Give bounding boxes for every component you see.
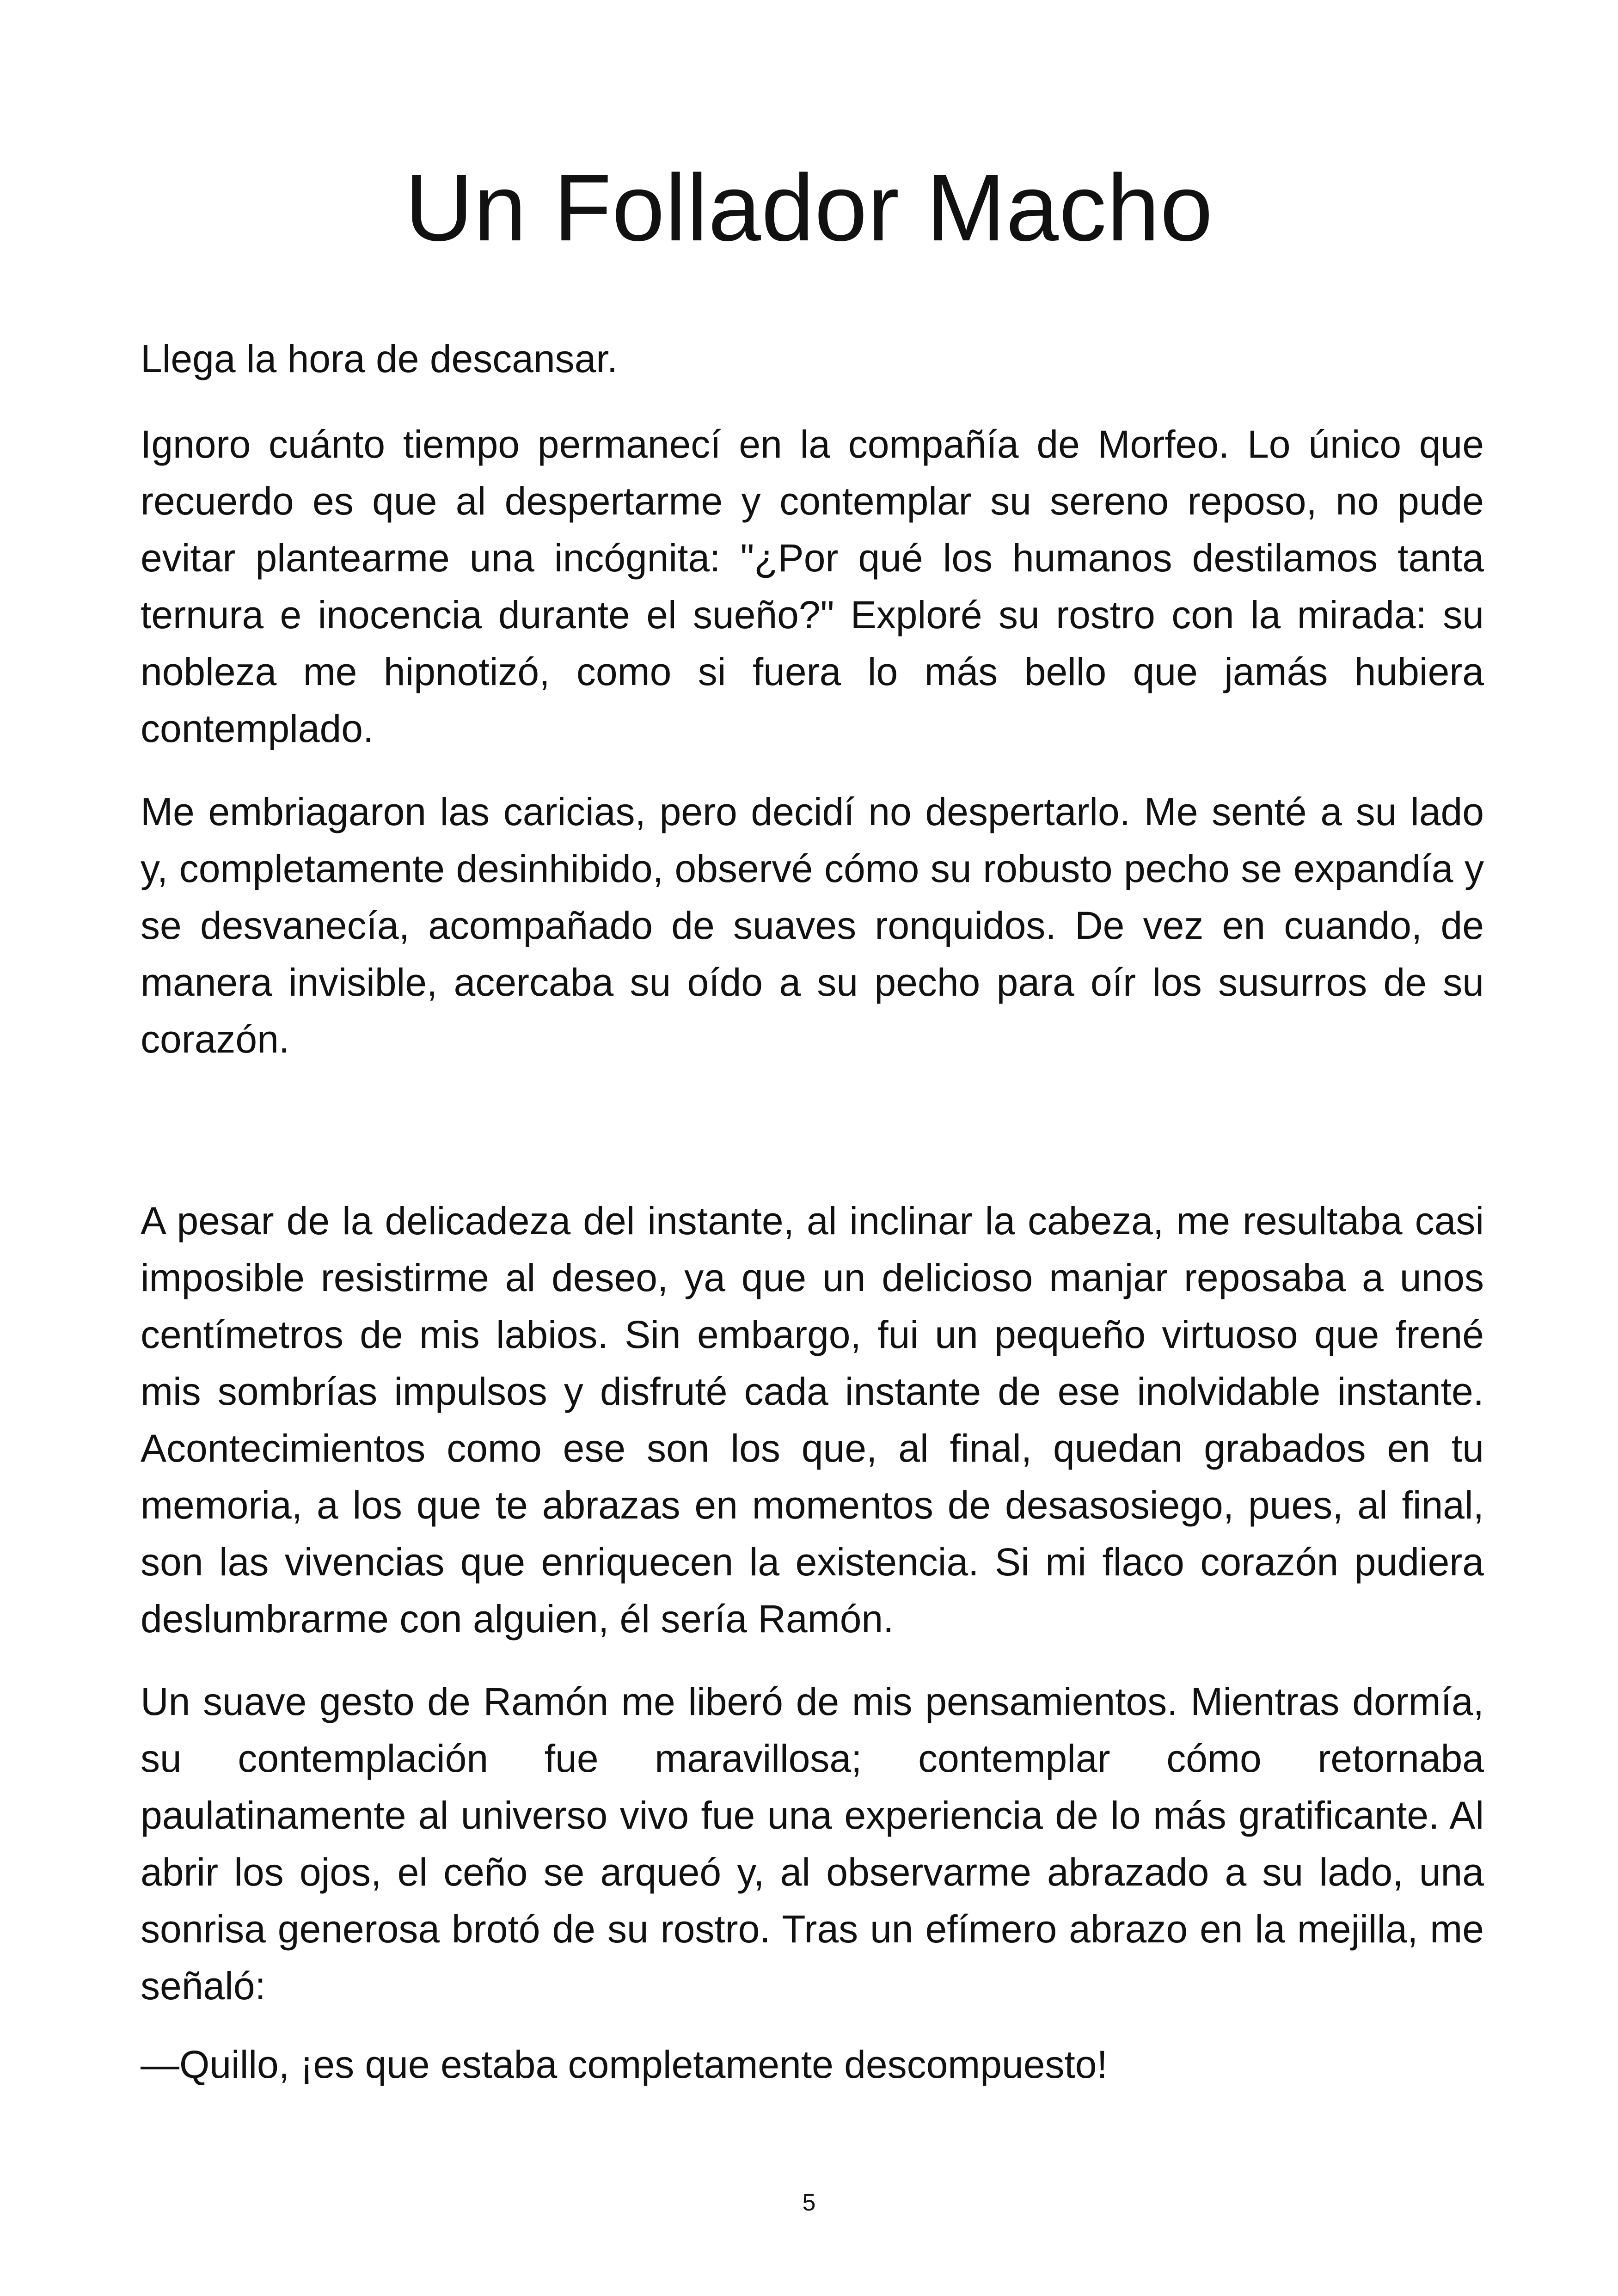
paragraph: Ignoro cuánto tiempo permanecí en la compañía de Morfeo. Lo único que recuerdo es que al despertarme y contemplar su sereno reposo, no pude evitar plantearme una incógnita: "¿Por qué los humanos destilamos tanta ternura e inocencia durante el sueño?" Exploré su rostro con la mirada: su nobleza me hipnotizó, como si fuera lo más bello que jamás hubiera contemplado. <box>141 422 1484 750</box>
paragraph: Me embriagaron las caricias, pero decidí no despertarlo. Me senté a su lado y, completamente desinhibido, observé cómo su robusto pecho se expandía y se desvanecía, acompañado de suaves ronquidos. De vez en cuando, de manera invisible, acercaba su oído a su pecho para oír los susurros de su corazón. <box>141 790 1484 1061</box>
paragraph-block-5 <box>141 1673 1484 2014</box>
paragraph-block-4 <box>141 1193 1484 1647</box>
page-number: 5 <box>802 2189 816 2216</box>
paragraph-block-2 <box>141 416 1484 757</box>
paragraph: A pesar de la delicadeza del instante, al inclinar la cabeza, me resultaba casi imposible resistirme al deseo, ya que un delicioso manjar reposaba a unos centímetros de mis labios. Sin embargo, fui un pequeño virtuoso que frené mis sombrías impulsos y disfruté cada instante de ese inolvidable instante. Acontecimientos como ese son los que, al final, quedan grabados en tu memoria, a los que te abrazas en momentos de desasosiego, pues, al final, son las vivencias que enriquecen la existencia. Si mi flaco corazón pudiera deslumbrarme con alguien, él sería Ramón. <box>141 1199 1484 1641</box>
paragraph: Llega la hora de descansar. <box>141 337 618 380</box>
paragraph: —Quillo, ¡es que estaba completamente descompuesto! <box>141 2043 1108 2086</box>
paragraph-block-1 <box>141 331 1484 387</box>
page-title: Un Follador Macho <box>404 155 1214 261</box>
paragraph-block-3 <box>141 784 1484 1068</box>
paragraph-block-6 <box>141 2036 1484 2093</box>
paragraph: Un suave gesto de Ramón me liberó de mis pensamientos. Mientras dormía, su contemplación fue maravillosa; contemplar cómo retornaba paulatinamente al universo vivo fue una experiencia de lo más gratificante. Al abrir los ojos, el ceño se arqueó y, al observarme abrazado a su lado, una sonrisa generosa brotó de su rostro. Tras un efímero abrazo en la mejilla, me señaló: <box>141 1680 1484 2008</box>
